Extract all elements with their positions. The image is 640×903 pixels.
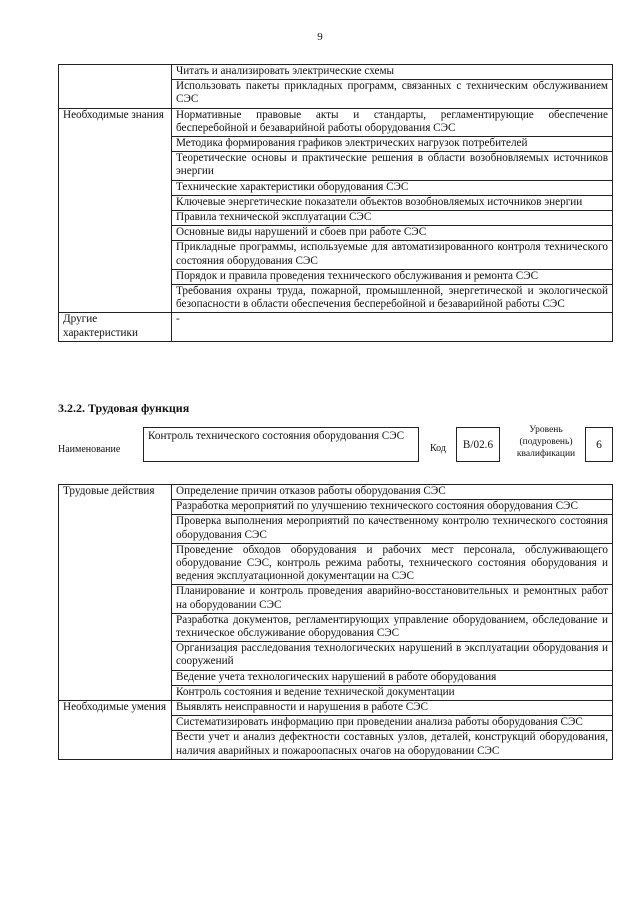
name-label: Наименование [58, 444, 121, 455]
table-cell: Требования охраны труда, пожарной, промышленной, энергетической и экологической безопасности в области обеспечения бесперебойной и безаварийной работы СЭС [172, 285, 613, 313]
table-cell: - [172, 313, 613, 341]
labor-actions-table [58, 484, 613, 760]
page-number: 9 [317, 31, 323, 43]
table-cell: Прикладные программы, используемые для автоматизированного контроля технического состояния оборудования СЭС [172, 241, 613, 269]
row-label [59, 65, 172, 109]
table-row [59, 313, 613, 341]
table-cell: Ведение учета технологических нарушений в работе оборудования [172, 670, 613, 685]
table-cell: Проверка выполнения мероприятий по качественному контролю технического состояния оборудования СЭС [172, 515, 613, 543]
table-cell: Разработка документов, регламентирующих управление оборудованием, обследование и техническое обслуживание оборудования СЭС [172, 613, 613, 641]
function-header [58, 427, 613, 471]
skills-knowledge-table [58, 64, 613, 342]
table-cell: Теоретические основы и практические решения в области возобновляемых источников энергии [172, 152, 613, 180]
table-cell: Выявлять неисправности и нарушения в работе СЭС [172, 701, 613, 716]
table-cell: Правила технической эксплуатации СЭС [172, 211, 613, 226]
table-cell: Разработка мероприятий по улучшению технического состояния оборудования СЭС [172, 500, 613, 515]
table-cell: Систематизировать информацию при проведении анализа работы оборудования СЭС [172, 716, 613, 731]
table-cell: Контроль состояния и ведение технической документации [172, 685, 613, 700]
section-heading: 3.2.2. Трудовая функция [58, 401, 190, 415]
code-label: Код [430, 443, 446, 454]
function-name: Контроль технического состояния оборудования СЭС [143, 427, 419, 462]
level-label: Уровень (подуровень) квалификации [516, 425, 576, 459]
row-label-actions: Трудовые действия [59, 485, 172, 701]
table-cell: Порядок и правила проведения технического обслуживания и ремонта СЭС [172, 269, 613, 284]
row-label-skills: Необходимые умения [59, 701, 172, 760]
table-cell: Вести учет и анализ дефектности составных узлов, деталей, конструкций оборудования, наличия аварийных и пожароопасных очагов на оборудовании СЭС [172, 731, 613, 759]
table-cell: Читать и анализировать электрические схемы [172, 65, 613, 80]
table-cell: Определение причин отказов работы оборудования СЭС [172, 485, 613, 500]
row-label-other: Другие характеристики [59, 313, 172, 341]
table-cell: Использовать пакеты прикладных программ, связанных с техническим обслуживанием СЭС [172, 80, 613, 108]
table-cell: Основные виды нарушений и сбоев при работе СЭС [172, 226, 613, 241]
table-row [59, 108, 613, 136]
table-row [59, 65, 613, 80]
function-code: B/02.6 [456, 427, 500, 462]
table-cell: Технические характеристики оборудования СЭС [172, 180, 613, 195]
qualification-level: 6 [585, 427, 613, 462]
table-row [59, 701, 613, 716]
table-cell: Проведение обходов оборудования и рабочих мест персонала, обслуживающего оборудование СЭС, контроль режима работы, технического состояния оборудования и ведения эксплуатационной документации на СЭС [172, 543, 613, 585]
table-cell: Ключевые энергетические показатели объектов возобновляемых источников энергии [172, 195, 613, 210]
table-cell: Планирование и контроль проведения аварийно-восстановительных и ремонтных работ на оборудовании СЭС [172, 585, 613, 613]
table-cell: Методика формирования графиков электрических нагрузок потребителей [172, 137, 613, 152]
table-cell: Нормативные правовые акты и стандарты, регламентирующие обеспечение бесперебойной и безаварийной работы оборудования СЭС [172, 108, 613, 136]
row-label-knowledge: Необходимые знания [59, 108, 172, 313]
table-cell: Организация расследования технологических нарушений в эксплуатации оборудования и сооружений [172, 642, 613, 670]
table-row [59, 485, 613, 500]
